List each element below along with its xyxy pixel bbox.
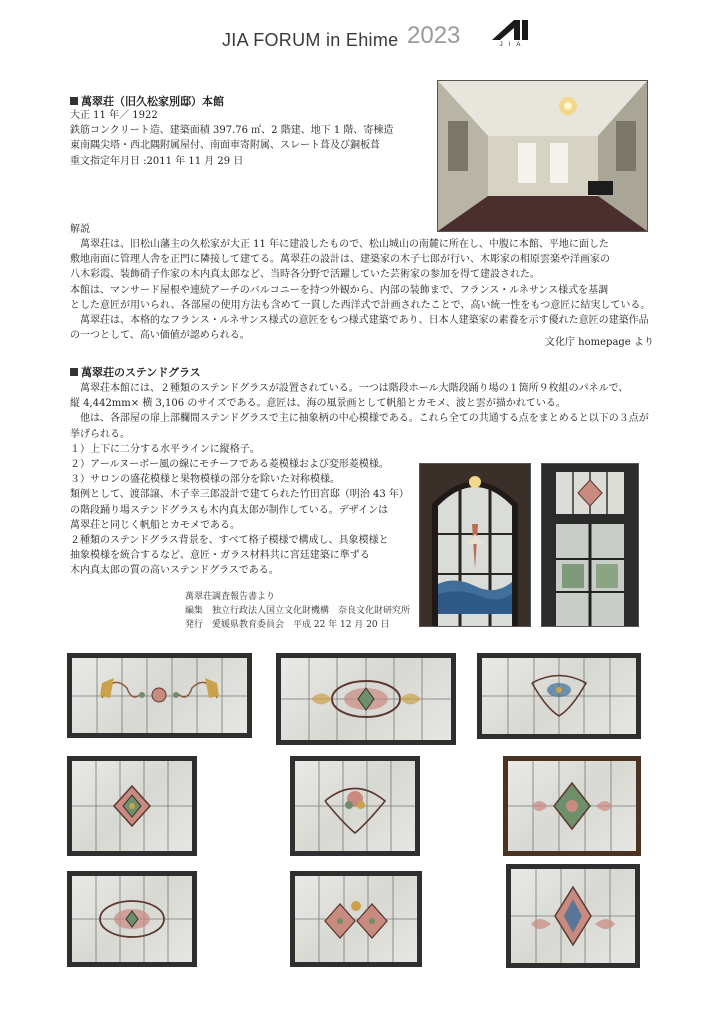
sg-line: 萬翠荘本館には、２種類のステンドグラスが設置されている。一つは階段ホール大階段踊り場の１箇所９枚組のパネルで、 [70, 383, 629, 394]
sg-line: 木内真太郎の質の高いステンドグラスである。 [70, 565, 279, 577]
jia-logo [484, 18, 542, 54]
commentary-line: の一つとして、高い価値が認められる。 [70, 330, 250, 342]
sg-line: 縦 4,442mm× 横 3,106 のサイズである。意匠は、海の風景画として帆船とカモメ、波と雲が描かれている。 [70, 398, 566, 410]
commentary-line: 敷地南面に管理人舎を正門に隣接して建てる。萬翠荘の設計は、建築家の木子七郎が行い、木彫家の相原雲楽や洋画家の [70, 254, 610, 266]
header-title: JIA FORUM in Ehime [222, 30, 399, 50]
sg-line: 抽象模様を統合するなど、意匠・ガラス材料共に宮廷建築に準ずる [70, 550, 370, 562]
commentary-line: 本館は、マンサード屋根や連続アーチのバルコニーを持つ外観から、内部の装飾まで、フランス・ルネサンス様式を基調 [70, 284, 609, 296]
commentary-line: 八木彩霞、装飾硝子作家の木内真太郎など、当時各分野で活躍していた芸術家の参加を得て建設された。 [70, 269, 540, 281]
door-window-photo [541, 463, 639, 627]
sg-line: 類例として、渡部譲、木子幸三郎設計で建てられた竹田宮邸（明治 43 年） [70, 489, 409, 501]
detail-line: 鉄筋コンクリート造、建築面積 397.76 ㎡、2 階建、地下 1 階、寄棟造 [70, 125, 394, 137]
credit-line: 萬翠荘調査報告書より [185, 592, 276, 602]
sg-line: 挙げられる。 [70, 428, 130, 440]
detail-line: 東南隅尖塔・西北隅附属屋付、南面車寄附属、スレート葺及び銅板葺 [70, 140, 380, 152]
main-building-details [70, 108, 393, 169]
commentary-line: 萬翠荘は、旧松山藩主の久松家が大正 11 年に建設したもので、松山城山の南麓に所在し、中腹に本館、平地に面した [70, 239, 609, 250]
stained-glass-panel [290, 756, 420, 856]
detail-line: 重文指定年月日 :2011 年 11 月 29 日 [70, 155, 244, 167]
stairwell-window-photo [419, 463, 531, 627]
commentary-label: 解説 [70, 224, 90, 235]
header-year: 2023 [407, 22, 461, 49]
stained-glass-panel [503, 756, 641, 856]
stained-glass-heading: 萬翠荘のステンドグラス [70, 364, 201, 380]
commentary-body [70, 237, 650, 343]
commentary-line: とした意匠が用いられ、各部屋の使用方法も含めて一貫した西洋式で計画されたことで、高い統一性をもつ意匠に結実している。 [70, 299, 651, 311]
credit-line: 発行 愛媛県教育委員会 平成 22 年 12 月 20 日 [185, 620, 390, 630]
stained-glass-panel [506, 864, 640, 968]
jia-logo-text: JIA [499, 42, 527, 48]
hall-photo [437, 80, 648, 232]
detail-line: 大正 11 年／ 1922 [70, 110, 158, 121]
stained-glass-panel [276, 653, 456, 745]
stained-glass-panel [67, 756, 197, 856]
stained-glass-panel [477, 653, 641, 739]
sg-line: ３）サロンの盛花模様と果物模様の部分を除いた対称模様。 [70, 474, 340, 486]
stained-glass-panel [67, 871, 197, 967]
stained-glass-panel [67, 653, 252, 738]
sg-line: 他は、各部屋の扉上部欄間ステンドグラスで主に抽象柄の中心模様である。これら全ての共通する点をまとめると以下の３点が [70, 413, 649, 425]
credits [185, 590, 410, 632]
commentary-line: 萬翠荘は、本格的なフランス・ルネサンス様式の意匠をもつ様式建築であり、日本人建築家の素養を示す優れた意匠の建築作品 [70, 315, 649, 327]
sg-line: ２種類のステンドグラス背景を、すべて格子模様で構成し、具象模様と [70, 535, 389, 547]
sg-line: の階段踊り場ステンドグラスも木内真太郎が制作している。デザインは [70, 504, 389, 516]
sg-line: 萬翠荘と同じく帆船とカモメである。 [70, 519, 240, 531]
main-building-heading: 萬翠荘（旧久松家別邸）本館 [70, 93, 224, 109]
sg-line: ２）アールヌーボー風の線にモチーフである菱模様および変形菱模様。 [70, 459, 389, 471]
sg-line: １）上下に二分する水平ラインに縦格子。 [70, 443, 260, 455]
credit-line: 編集 独立行政法人国立文化財機構 奈良文化財研究所 [185, 606, 411, 616]
stained-glass-panel [290, 871, 422, 967]
commentary-source: 文化庁 homepage より [545, 337, 654, 348]
